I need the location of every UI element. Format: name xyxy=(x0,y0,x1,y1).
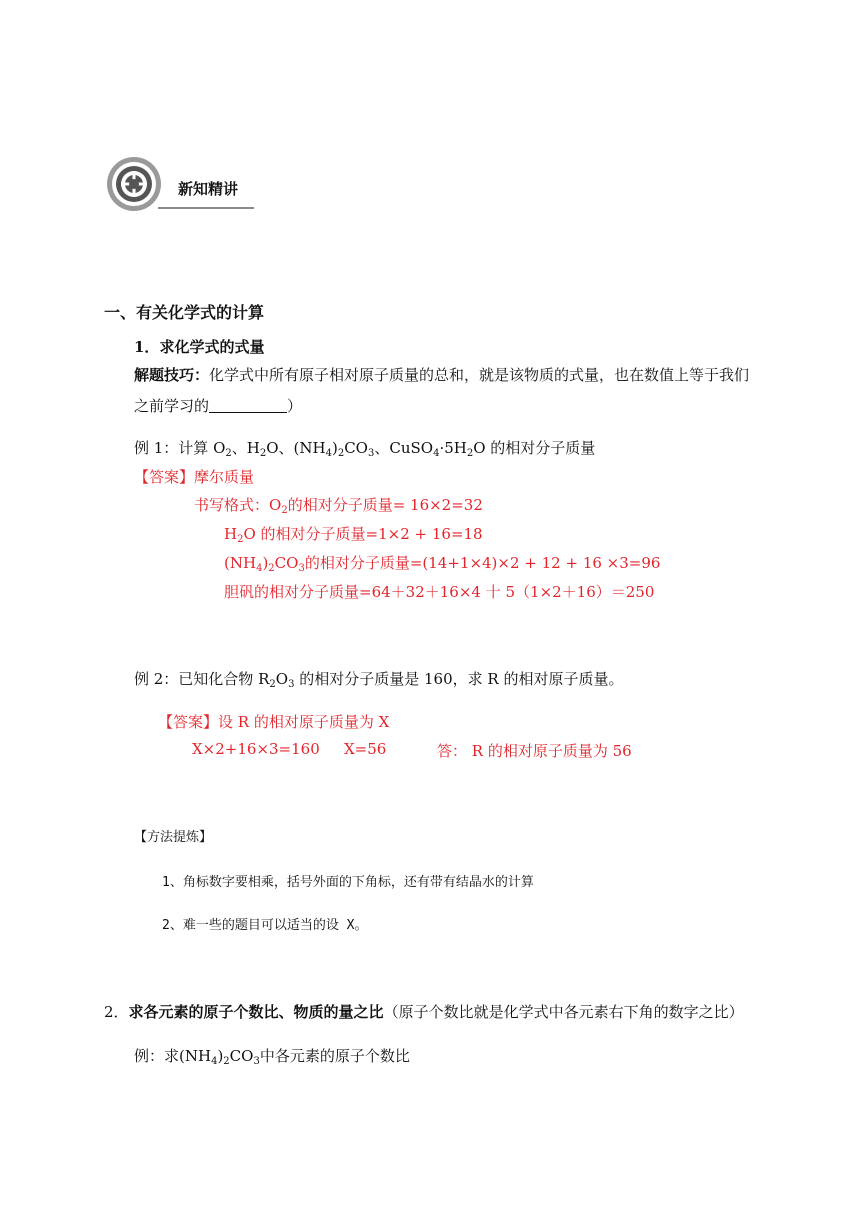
method-title: 【方法提炼】 xyxy=(134,830,213,845)
tip-text-end: ） xyxy=(287,397,303,415)
example2-answer xyxy=(158,711,389,732)
example2-prefix: 例 2：已知化合物 R xyxy=(134,670,270,688)
format-line-4: 胆矾的相对分子质量=64＋32＋16×4 十 5（1×2＋16）＝250 xyxy=(224,583,655,601)
tip-text-1: 化学式中所有原子相对原子质量的总和，就是该物质的式量，也在数值上等于我们 xyxy=(209,366,750,384)
header-title: 新知精讲 xyxy=(178,180,239,198)
section2-title: 求各元素的原子个数比、物质的量之比 xyxy=(128,1003,384,1021)
method-item-1: 1、角标数字要相乘，括号外面的下角标，还有带有结晶水的计算 xyxy=(162,875,534,890)
sub1-number: 1． xyxy=(134,338,160,356)
section2-example-prefix: 例：求(NH xyxy=(134,1047,212,1065)
line3-suffix: CO xyxy=(274,554,299,572)
tip-label: 解题技巧： xyxy=(134,366,210,384)
equation-3: 答： R 的相对原子质量为 56 xyxy=(437,742,632,760)
format-line-2: $H_2O$ 的相对分子质量=1×2 + 16=18 xyxy=(224,525,483,545)
header-underline xyxy=(158,207,254,209)
line2-suffix: O 的相对分子质量=1×2 + 16=18 xyxy=(243,525,483,543)
format-prefix: 书写格式：O xyxy=(194,496,282,514)
answer-text-1: 摩尔质量 xyxy=(194,468,255,486)
equation-2: X=56 xyxy=(344,740,387,758)
format-line-3: $(NH_4)_2CO_3$的相对分子质量=(14+1×4)×2 + 12 + 16 ×3=96 xyxy=(224,554,661,574)
tip-text-2: 之前学习的 xyxy=(134,397,210,415)
tip-line-2 xyxy=(134,395,302,416)
method-item-2: 2、难一些的题目可以适当的设 X。 xyxy=(162,918,368,933)
answer-blank xyxy=(209,398,287,413)
sub1-title xyxy=(134,336,264,357)
answer-text-2: 设 R 的相对原子质量为 X xyxy=(218,713,390,731)
tip-line-1 xyxy=(134,364,749,385)
line3-tail: 的相对分子质量=(14+1×4)×2 + 12 + 16 ×3=96 xyxy=(304,554,661,572)
example2-tail: 的相对分子质量是 160，求 R 的相对原子质量。 xyxy=(299,670,624,688)
section2-note: （原子个数比就是化学式中各元素右下角的数字之比） xyxy=(383,1003,744,1021)
target-icon xyxy=(104,154,164,214)
answer-tag-1: 【答案】 xyxy=(134,468,195,486)
section2-example-tail: 中各元素的原子个数比 xyxy=(259,1047,410,1065)
section2-example: 例：求$(NH_4)_2CO_3$中各元素的原子个数比 xyxy=(134,1047,410,1067)
format-suffix: 的相对分子质量= 16×2=32 xyxy=(287,496,483,514)
section2-heading xyxy=(104,1001,744,1022)
format-line-1: 书写格式：$O_2$的相对分子质量= 16×2=32 xyxy=(194,496,483,516)
equation-1: X×2+16×3=160 xyxy=(192,740,320,758)
section1-heading: 一、有关化学式的计算 xyxy=(104,303,265,322)
section2-number: 2． xyxy=(104,1003,129,1021)
example1-question: 例 1：计算 $O_2$、$H_2O$、$(NH_4)_2CO_3$、$CuSO_4\cdot 5H_2O$ 的相对分子质量 xyxy=(134,439,596,459)
example2-question: 例 2：已知化合物 $R_2O_3$ 的相对分子质量是 160，求 R 的相对原子质量。 xyxy=(134,670,624,690)
example1-answer xyxy=(134,466,254,487)
answer-tag-2: 【答案】 xyxy=(158,713,219,731)
sub1-title-text: 求化学式的式量 xyxy=(159,338,265,356)
example1-prefix: 例 1：计算 O xyxy=(134,439,226,457)
